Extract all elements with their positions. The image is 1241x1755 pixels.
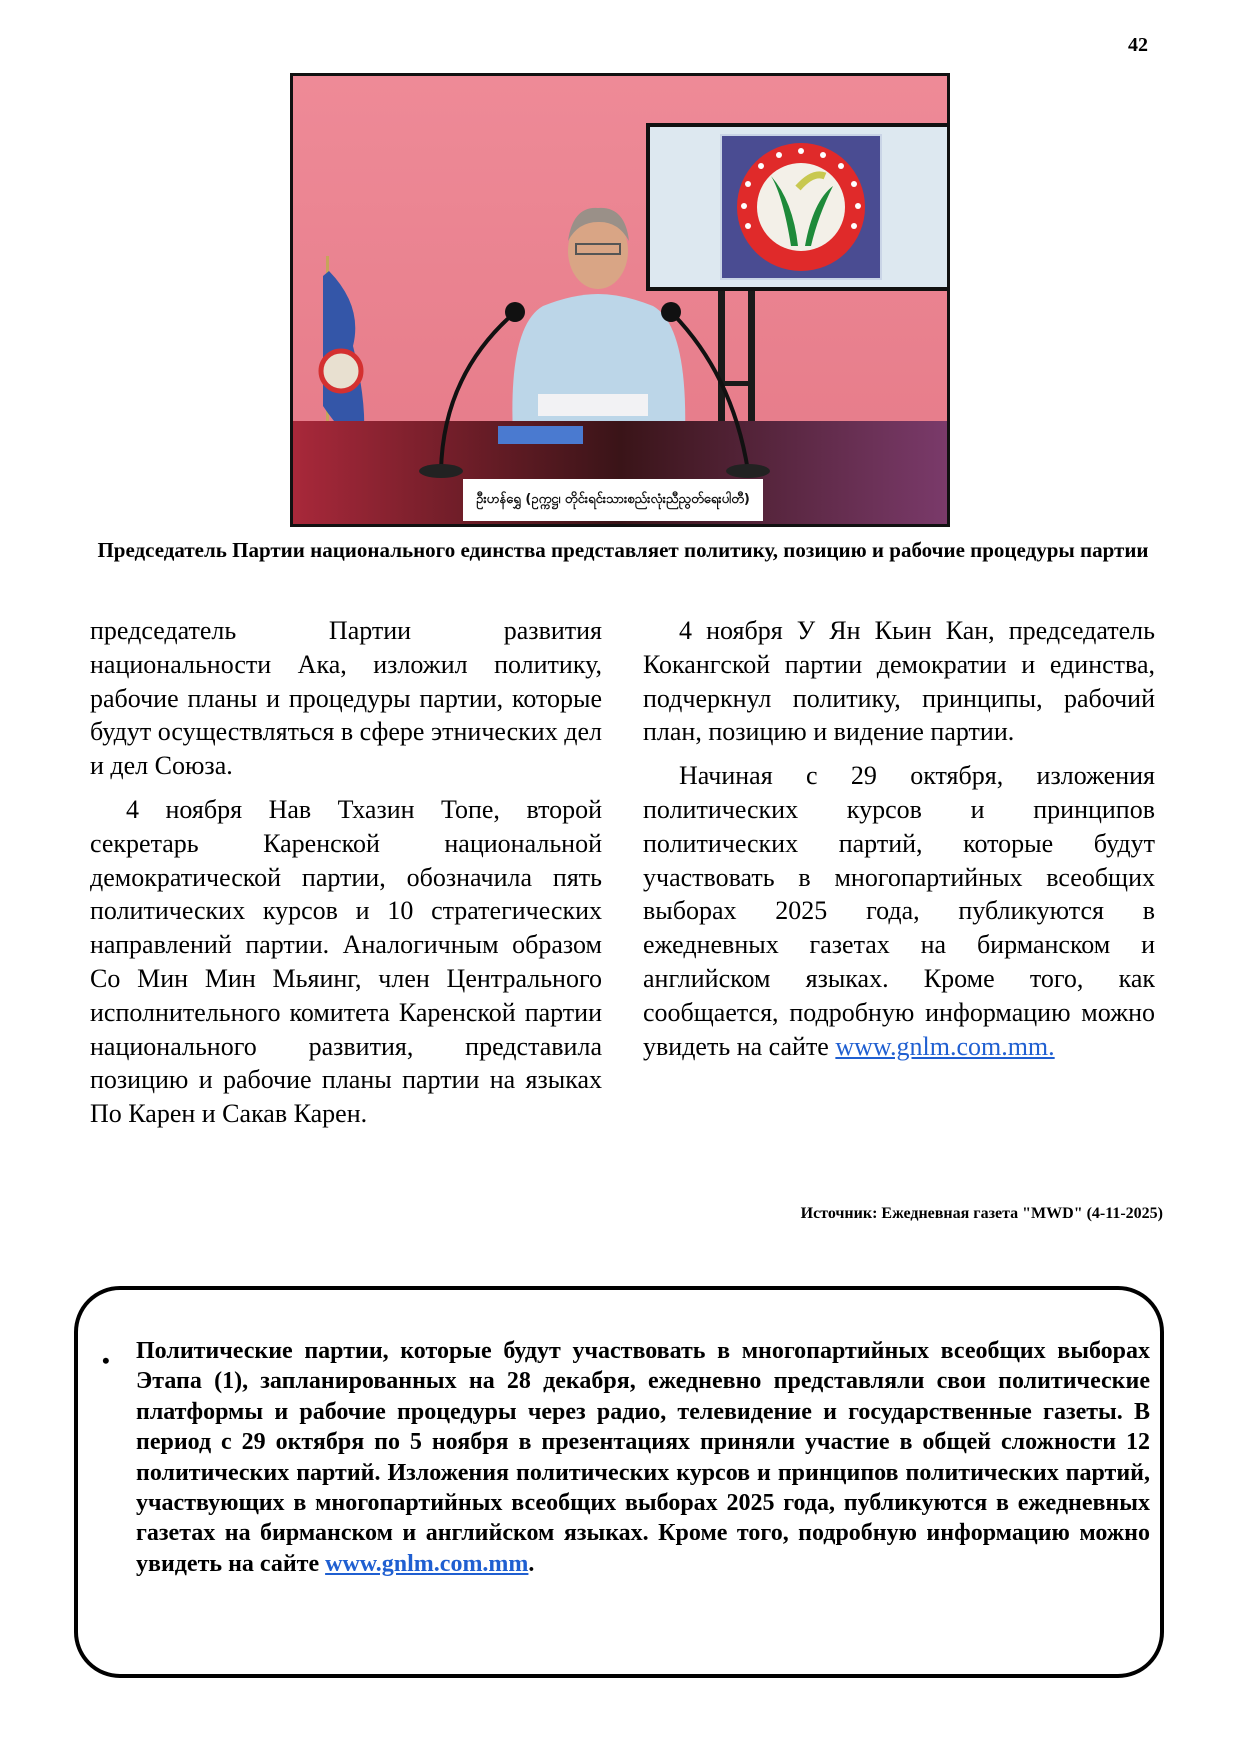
note-body: Политические партии, которые будут участвовать в многопартийных всеобщих выборах Этапа (1), запланированных на 28 декабря, ежедневно представляли свои политические платформы и рабочие процедуры через радио, телевидение и государственные газеты. В период с 29 октября по 5 ноября в презентациях приняли участие в общей сложности 12 политических партий. Изложения политических курсов и принципов политических партий, участвующих в многопартийных всеобщих выборах 2025 года, публикуются в ежедневных газетах на бирманском и английском языках. Кроме того, подробную информацию можно увидеть на сайте [136, 1338, 1150, 1577]
gnlm-website-link[interactable]: www.gnlm.com.mm. [835, 1031, 1055, 1061]
photo-caption: Председатель Партии национального единства представляет политику, позицию и рабочие процедуры партии [97, 538, 1149, 562]
source-citation: Источник: Ежедневная газета "MWD" (4-11-2025) [800, 1205, 1163, 1222]
summary-note-box [74, 1286, 1164, 1678]
paragraph: 4 ноября У Ян Кьин Кан, председатель Кокангской партии демократии и единства, подчеркнул политику, принципы, рабочий план, позицию и видение партии. [643, 616, 1155, 747]
paragraph [643, 759, 1155, 1063]
note-end: . [528, 1550, 535, 1577]
papers [538, 394, 648, 416]
photo-scene [293, 76, 947, 524]
photo-name-label: ဦးဟန်ရွှေ (ဥက္ကဋ္ဌ၊ တိုင်းရင်းသားစည်းလုံးညီညွတ်ရေးပါတီ) [463, 479, 763, 521]
bullet-icon: • [102, 1348, 110, 1373]
paragraph: председатель Партии развития национальности Ака, изложил политику, рабочие планы и процедуры партии, которые будут осуществляться в сфере этнических дел и дел Союза. [90, 616, 602, 781]
paragraph-text: Начиная с 29 октября, изложения политических курсов и принципов политических партий, которые будут участвовать в многопартийных всеобщих выборах 2025 года, публикуются в ежедневных газетах на бирманском и английском языках. Кроме того, как сообщается, подробную информацию можно увидеть на сайте [643, 761, 1155, 1061]
summary-note-text [136, 1336, 1150, 1579]
desk-folder [498, 426, 583, 444]
page-number: 42 [1128, 34, 1148, 56]
flag-emblem [321, 351, 361, 391]
logo-inner [757, 163, 845, 251]
paragraph: 4 ноября Нав Тхазин Топе, второй секретарь Каренской национальной демократической партии, обозначила пять политических курсов и 10 стратегических направлений партии. Аналогичным образом Со Мин Мин Мьяинг, член Центрального исполнительного комитета Каренской партии национального развития, представила позицию и рабочие планы партии на языках По Карен и Сакав Карен. [90, 794, 602, 1129]
gnlm-website-link[interactable]: www.gnlm.com.mm [325, 1550, 529, 1577]
left-column [90, 614, 602, 1141]
right-column [643, 614, 1155, 1073]
news-photo [290, 73, 950, 527]
